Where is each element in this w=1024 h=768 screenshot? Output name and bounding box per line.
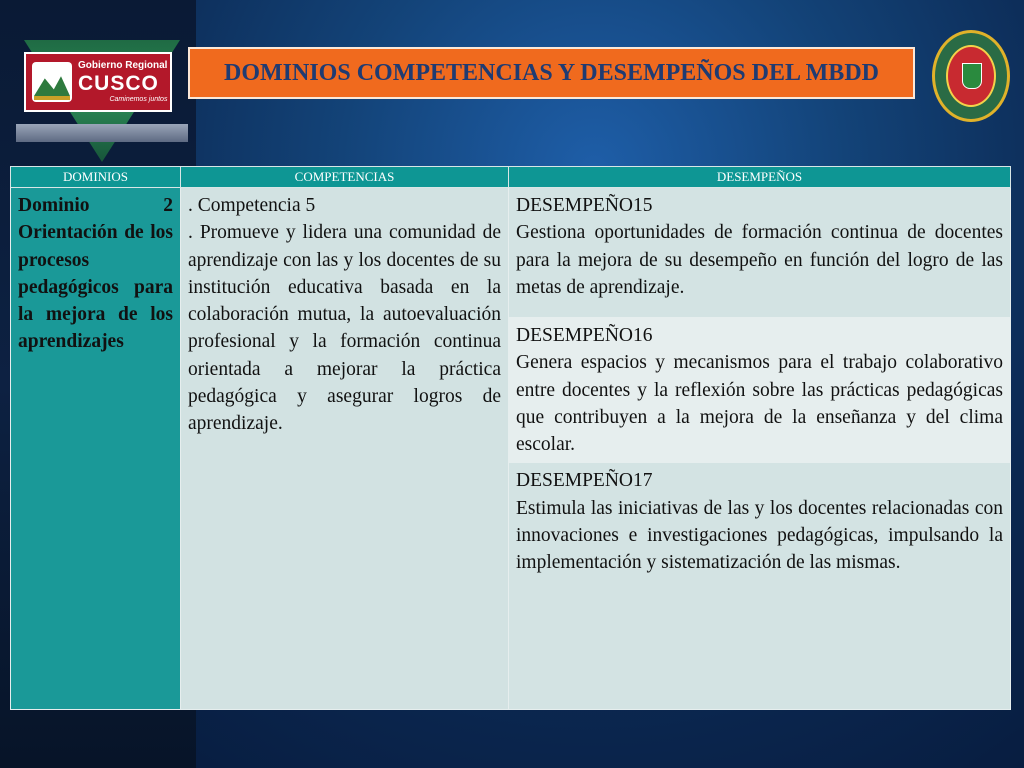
slide-title: DOMINIOS COMPETENCIAS Y DESEMPEÑOS DEL MBDD <box>224 59 879 86</box>
header-dominios: DOMINIOS <box>11 167 181 188</box>
logo-text <box>78 61 167 103</box>
performance-text: Estimula las iniciativas de las y los docentes relacionadas con innovaciones e investigaciones pedagógicas, impulsando la implementación y sistematización de las mismas. <box>516 497 1003 574</box>
performance-title: DESEMPEÑO17 <box>516 470 653 492</box>
competency-cell <box>181 188 509 710</box>
institution-seal-icon <box>932 30 1010 122</box>
performance-cell-17 <box>509 463 1011 710</box>
logo-line-3: Caminemos juntos <box>109 96 168 103</box>
seal-shield-icon <box>946 45 996 107</box>
domain-cell <box>11 188 181 710</box>
slide-title-box <box>188 47 915 99</box>
table-row <box>11 188 1011 318</box>
competency-text: . Promueve y lidera una comunidad de aprendizaje con las y los docentes de su institución educativa basada en la colaboración mutua, la autoevaluación profesional y la formación continua orientada a mejorar la práctica pedagógica y asegurar logros de aprendizaje. <box>188 222 501 435</box>
mbdd-table <box>10 166 1011 710</box>
competency-title: . Competencia 5 <box>188 195 316 216</box>
performance-title: DESEMPEÑO16 <box>516 325 653 346</box>
domain-text: Dominio 2 Orientación de los procesos pedagógicos para la mejora de los aprendizajes <box>18 195 173 353</box>
table-header-row <box>11 167 1011 188</box>
performance-title: DESEMPEÑO15 <box>516 195 653 216</box>
performance-cell-15 <box>509 188 1011 318</box>
header-desempenos: DESEMPEÑOS <box>509 167 1011 188</box>
gobierno-regional-logo <box>16 40 188 162</box>
logo-bar <box>16 124 188 142</box>
header-competencias: COMPETENCIAS <box>181 167 509 188</box>
performance-text: Gestiona oportunidades de formación continua de docentes para la mejora de su desempeño en función del logro de las metas de aprendizaje. <box>516 222 1003 298</box>
performance-text: Genera espacios y mecanismos para el trabajo colaborativo entre docentes y la reflexión sobre las prácticas pedagógicas que contribuyen a la mejora de la enseñanza y del clima escolar. <box>516 352 1003 456</box>
performance-cell-16 <box>509 318 1011 463</box>
logo-line-1: Gobierno Regional <box>78 60 168 71</box>
logo-badge <box>24 52 172 112</box>
mountain-icon <box>32 62 72 102</box>
logo-line-2: CUSCO <box>78 72 159 95</box>
